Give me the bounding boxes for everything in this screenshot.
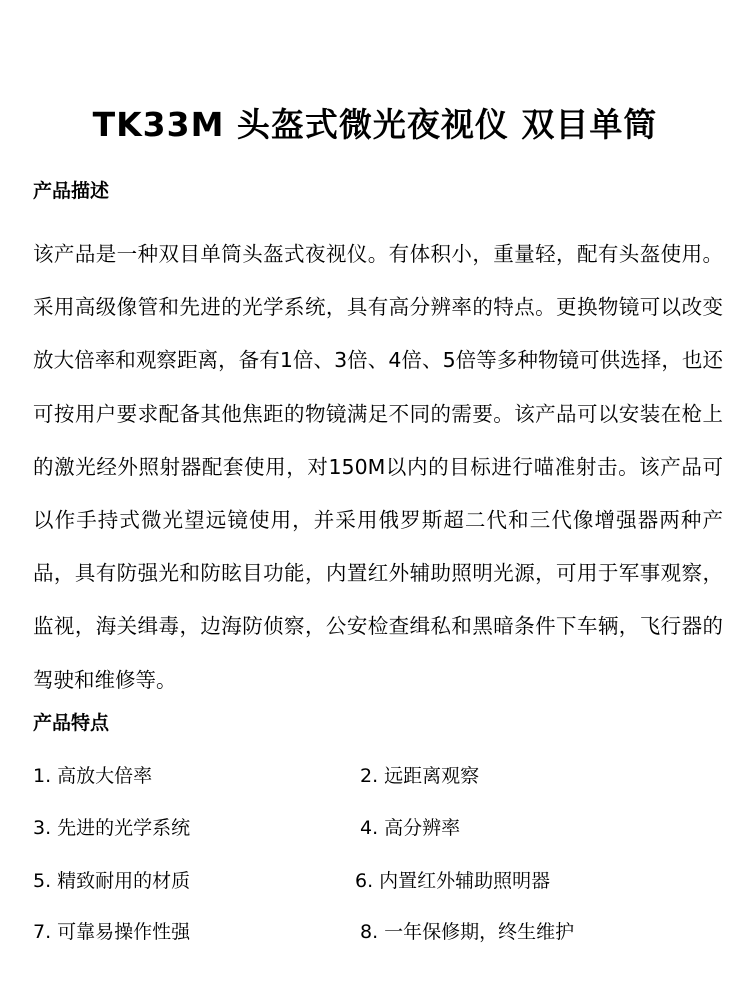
feature-item-3: 3. 先进的光学系统	[33, 817, 191, 839]
feature-item-8: 8. 一年保修期，终生维护	[360, 921, 575, 943]
description-text: 该产品是一种双目单筒头盔式夜视仪。有体积小，重量轻，配有头盔使用。采用高级像管和先进的光学系统，具有高分辨率的特点。更换物镜可以改变放大倍率和观察距离，备有1倍、3倍、4倍、5倍等多种物镜可供选择，也还可按用户要求配备其他焦距的物镜满足不同的需要。该产品可以安装在枪上的激光经外照射器配套使用，对150M以内的目标进行喵准射击。该产品可以作手持式微光望远镜使用，并采用俄罗斯超二代和三代像增强器两种产品，具有防强光和防眩目功能，内置红外辅助照明光源，可用于军事观察，监视，海关缉毒，边海防侦察，公安检查缉私和黑暗条件下车辆，飞行器的驾驶和维修等。	[33, 242, 723, 692]
feature-item-6: 6. 内置红外辅助照明器	[355, 870, 551, 892]
page-title: TK33M 头盔式微光夜视仪 双目单筒	[92, 105, 658, 144]
feature-item-5: 5. 精致耐用的材质	[33, 870, 191, 892]
feature-item-7: 7. 可靠易操作性强	[33, 921, 191, 943]
description-heading: 产品描述	[33, 180, 110, 202]
feature-item-2: 2. 远距离观察	[360, 765, 480, 787]
feature-item-4: 4. 高分辨率	[360, 817, 461, 839]
features-heading: 产品特点	[33, 712, 110, 734]
feature-item-1: 1. 高放大倍率	[33, 765, 153, 787]
